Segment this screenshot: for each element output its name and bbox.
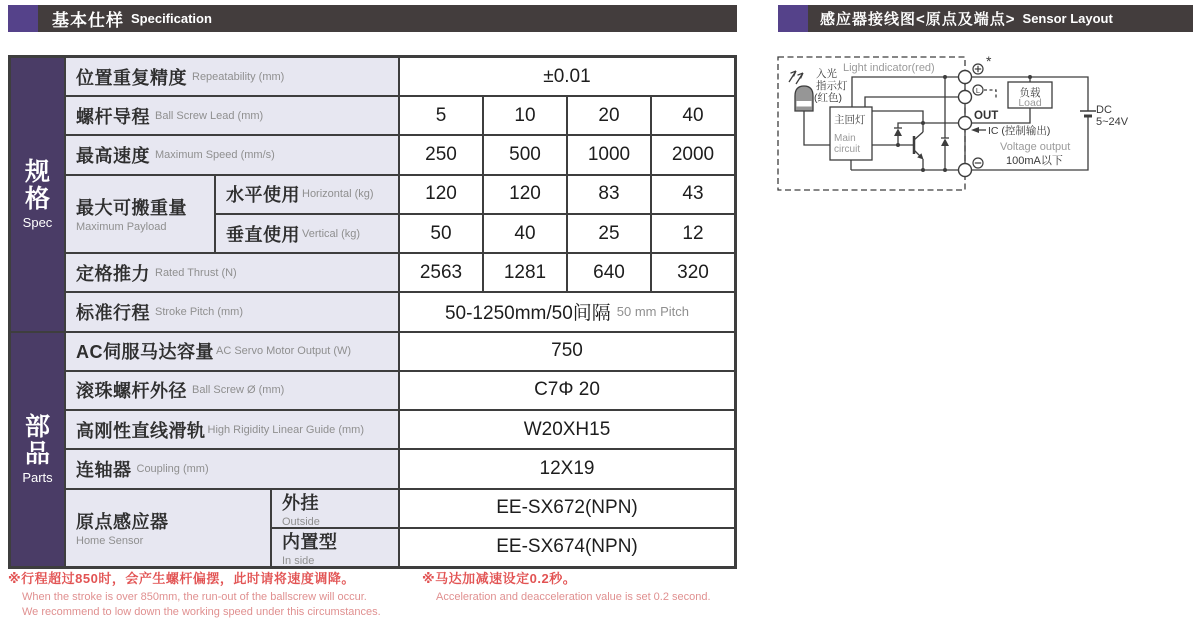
terminal-out [959,117,972,130]
value-thrust-3: 640 [567,253,651,292]
sidebar-spec-char: 格 [24,184,50,213]
row-label-coupling: 连轴器 Coupling (mm) [65,449,399,488]
sensor-header-bar [778,5,1193,32]
load-label-zh: 负载 [1019,87,1041,99]
value-lead-1: 5 [399,96,483,135]
row-label-lead: 螺杆导程 Ball Screw Lead (mm) [65,96,399,135]
row-label-sensor-outside: 外挂 Outside [271,489,399,528]
value-stroke: 50-1250mm/50间隔 50 mm Pitch [399,292,735,331]
value-speed-2: 500 [483,135,567,174]
row-label-sensor-inside: 内置型 In side [271,528,399,567]
value-lead-4: 40 [651,96,735,135]
value-repeatability: ±0.01 [399,57,735,96]
row-label-payload-horizontal: 水平使用 Horizontal (kg) [215,175,399,214]
value-servo: 750 [399,332,735,371]
sensor-wiring-diagram [770,45,1200,205]
sensor-diagram-svg [770,45,1200,205]
sidebar-parts-char: 品 [24,439,50,468]
value-ballscrew: C7Φ 20 [399,371,735,410]
spec-header-title-zh: 基本仕样 [52,11,124,30]
row-label-payload-vertical: 垂直使用 Vertical (kg) [215,214,399,253]
row-label-guide: 高刚性直线滑轨 High Rigidity Linear Guide (mm) [65,410,399,449]
svg-text:入光: 入光 [816,68,837,80]
row-label-thrust: 定格推力 Rated Thrust (N) [65,253,399,292]
svg-text:(红色): (红色) [814,92,842,104]
row-label-stroke: 标准行程 Stroke Pitch (mm) [65,292,399,331]
dc-label: DC [1096,104,1112,116]
value-horizontal-2: 120 [483,175,567,214]
sidebar-spec-en: Spec [22,214,53,230]
led-icon [795,86,813,111]
load-label-en: Load [1018,97,1042,109]
value-vertical-3: 25 [567,214,651,253]
value-speed-1: 250 [399,135,483,174]
value-sensor-outside: EE-SX672(NPN) [399,489,735,528]
main-circuit-label-zh: 主回灯 [834,114,866,126]
out-label: OUT [974,110,999,122]
svg-text:Main: Main [834,133,856,144]
terminal-minus [959,164,972,177]
sensor-header-title-en: Sensor Layout [1022,11,1113,26]
value-lead-3: 20 [567,96,651,135]
value-horizontal-4: 43 [651,175,735,214]
terminal-plus [959,71,972,84]
row-label-speed: 最高速度 Maximum Speed (mm/s) [65,135,399,174]
svg-text:指示灯: 指示灯 [816,80,848,92]
value-sensor-inside: EE-SX674(NPN) [399,528,735,567]
sensor-header-title-zh: 感应器接线图<原点及端点> [820,11,1016,28]
footnote-acceleration: ※马达加减速设定0.2秒。 Acceleration and deacceleration value is set 0.2 second. [422,571,711,603]
ic-label: IC (控制输出) [988,125,1051,137]
zener-diode-icon [894,129,902,137]
voltage-output-label: Voltage output [1000,141,1071,153]
dc-range-label: 5~24V [1096,116,1129,128]
row-label-servo: AC伺服马达容量 AC Servo Motor Output (W) [65,332,399,371]
row-label-repeatability: 位置重复精度 Repeatability (mm) [65,57,399,96]
svg-text:circuit: circuit [834,144,861,155]
out-wire [898,123,958,128]
spec-header-title-en: Specification [131,11,212,26]
sidebar-parts-char: 部 [24,412,50,441]
light-indicator-label: Light indicator(red) [843,62,935,74]
value-speed-3: 1000 [567,135,651,174]
current-limit-label: 100mA以下 [1006,155,1063,167]
sidebar-parts-en: Parts [22,469,53,485]
led-wire [804,111,830,145]
ic-arrowhead [971,127,979,133]
svg-text:L: L [975,86,981,95]
value-horizontal-1: 120 [399,175,483,214]
purple-accent-square [778,5,808,32]
value-vertical-4: 12 [651,214,735,253]
sidebar-spec-char: 规 [24,157,50,186]
value-thrust-2: 1281 [483,253,567,292]
sidebar-section-spec [10,57,65,332]
asterisk-label: * [986,53,992,69]
footnote-acceleration-en: Acceleration and deacceleration value is set 0.2 second. [436,591,711,603]
value-coupling: 12X19 [399,449,735,488]
value-speed-4: 2000 [651,135,735,174]
sidebar-section-parts [10,332,65,567]
value-thrust-1: 2563 [399,253,483,292]
light-ray-arrow-icon [796,73,803,84]
terminal-l [959,91,972,104]
l-wire [865,97,958,107]
l-terminal-stub [984,90,996,98]
value-horizontal-3: 83 [567,175,651,214]
value-vertical-2: 40 [483,214,567,253]
value-vertical-1: 50 [399,214,483,253]
specification-table [8,55,737,569]
light-ray-arrow-icon [789,71,796,82]
vcc-wire [852,77,958,107]
footnote-stroke-warning-en2: We recommend to low down the working speed under this circumstances. [22,605,381,618]
row-label-payload: 最大可搬重量 Maximum Payload [65,175,215,253]
value-lead-2: 10 [483,96,567,135]
value-thrust-4: 320 [651,253,735,292]
purple-accent-square [8,5,38,32]
value-guide: W20XH15 [399,410,735,449]
footnote-stroke-warning: ※行程超过850时，会产生螺杆偏摆，此时请将速度调降。 When the stroke is over 850mm, the run-out of the ballscrew will occur. We recommend to low down the working speed under this circumstances. [8,571,381,618]
footnote-stroke-warning-en1: When the stroke is over 850mm, the run-out of the ballscrew will occur. [22,591,367,603]
zener-diode-icon [941,139,949,147]
row-label-home-sensor: 原点感应器 Home Sensor [65,489,271,567]
spec-header-bar [8,5,737,32]
row-label-ballscrew: 滚珠螺杆外径 Ball Screw Ø (mm) [65,371,399,410]
